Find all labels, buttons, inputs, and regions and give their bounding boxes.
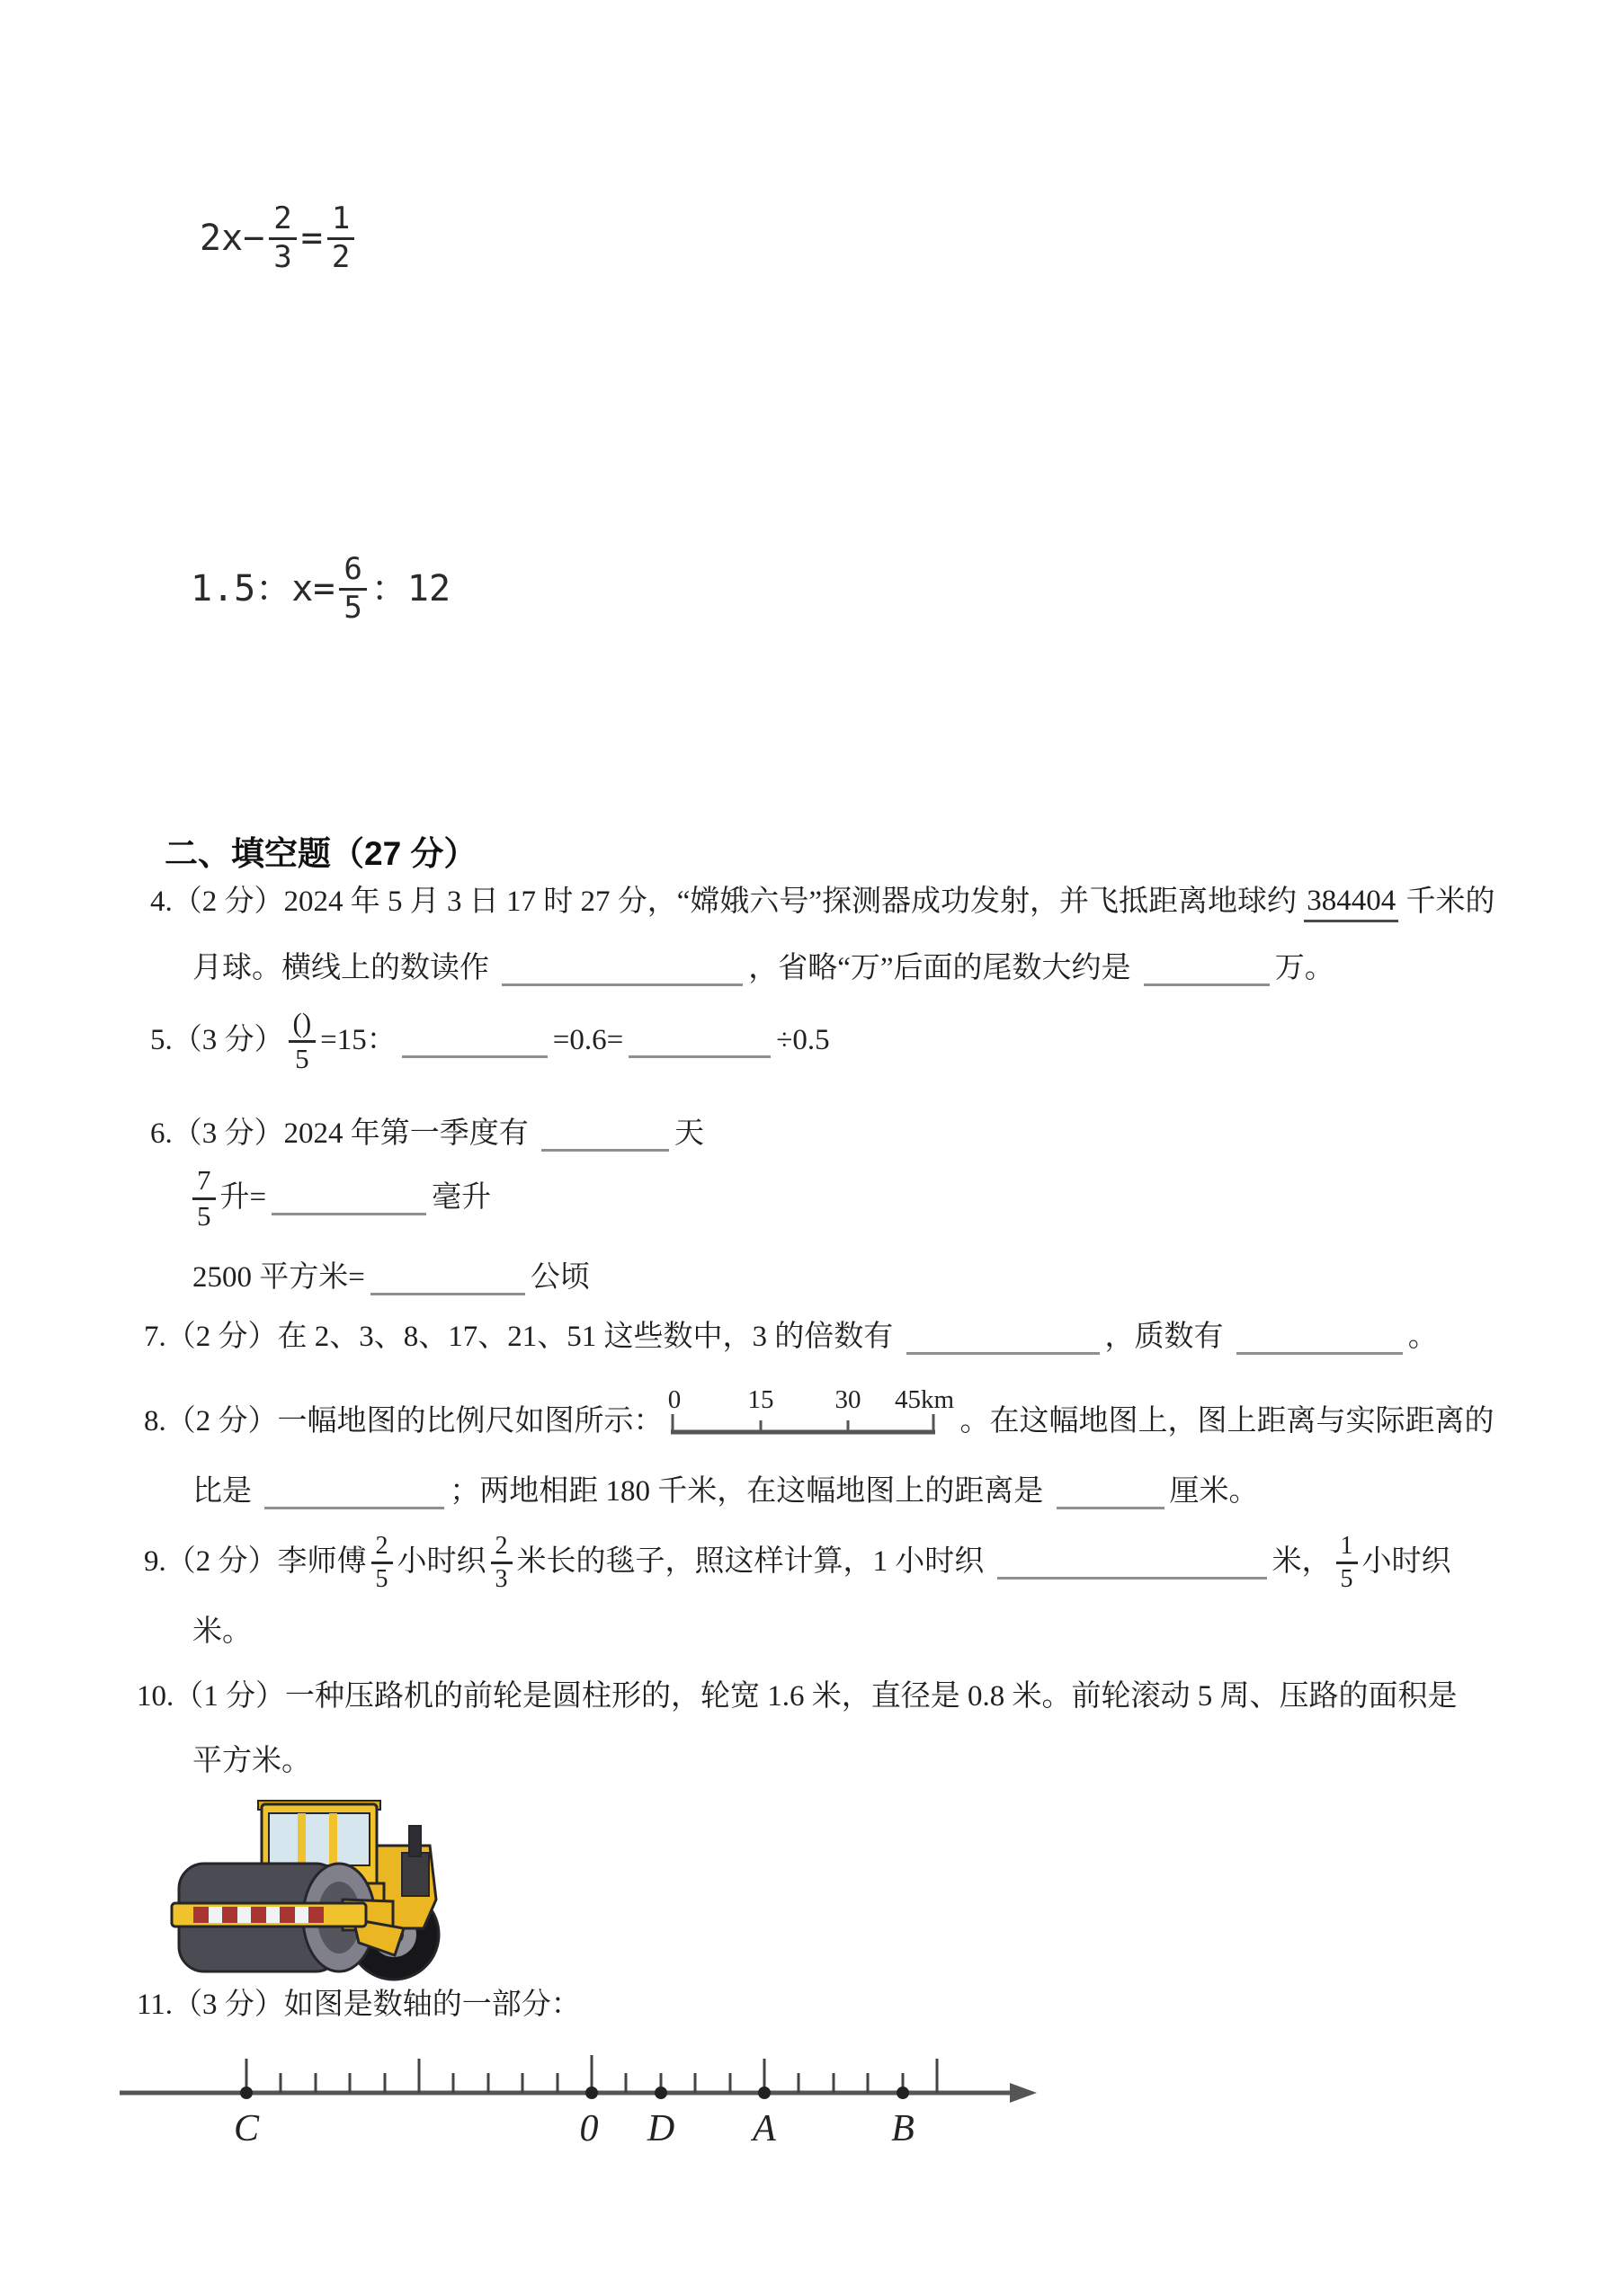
question-6-text: 2500 平方米=	[192, 1261, 365, 1295]
fraction-numerator: 1	[1336, 1533, 1358, 1563]
question-8-text: 厘米。	[1169, 1475, 1259, 1508]
fraction-numerator: 1	[327, 203, 354, 240]
question-9-text: 小时织	[1361, 1545, 1451, 1579]
fraction	[269, 200, 296, 275]
question-5-text: 5.（3 分）	[150, 1024, 284, 1057]
fraction	[1336, 1533, 1358, 1592]
fill-in-blank	[629, 1025, 771, 1058]
question-9-text: 米。	[192, 1615, 252, 1649]
question-8-text: 8.（2 分）一幅地图的比例尺如图所示：	[144, 1404, 664, 1437]
question-8-text: 比是	[192, 1475, 260, 1508]
section-title: 二、填空题（27 分）	[165, 834, 477, 872]
fill-in-blank	[272, 1182, 426, 1215]
question-9-line-1	[144, 1517, 1451, 1607]
road-roller-illustration	[166, 1793, 445, 1987]
point-A-dot	[758, 2087, 771, 2099]
red-stripe	[222, 1907, 237, 1923]
white-stripe	[266, 1907, 280, 1923]
red-stripe	[193, 1907, 209, 1923]
question-7-text: 。	[1407, 1321, 1438, 1354]
fill-in-blank	[264, 1476, 444, 1509]
equals-sign: =	[300, 218, 323, 259]
question-6-text: 毫升	[432, 1181, 492, 1215]
scale-label-0: 0	[667, 1385, 681, 1414]
point-0-dot	[585, 2087, 598, 2099]
point-B-label: B	[891, 2108, 915, 2149]
question-9-text: 米，	[1272, 1545, 1332, 1579]
equation-2-tail: ：12	[370, 568, 451, 610]
fraction	[491, 1533, 513, 1592]
scale-label-45km: 45km	[894, 1385, 954, 1414]
fraction	[339, 550, 366, 626]
point-C-label: C	[233, 2108, 260, 2149]
fraction-numerator: 2	[491, 1533, 513, 1563]
question-9-line-2	[192, 1609, 252, 1656]
question-4-text: 4.（2 分）2024 年 5 月 3 日 17 时 27 分，“嫦娥六号”探测器成功发射，并飞抵距离地球约	[150, 885, 1305, 919]
fill-in-blank	[402, 1025, 548, 1058]
question-5	[150, 996, 830, 1086]
question-5-text: =0.6=	[552, 1024, 624, 1057]
point-C-dot	[240, 2087, 253, 2099]
question-11	[137, 1982, 581, 2029]
question-5-text: =15：	[320, 1024, 397, 1057]
equation-solve-2	[191, 544, 451, 634]
question-6-text: 天	[674, 1117, 704, 1151]
fill-in-blank	[1236, 1322, 1403, 1355]
fraction-numerator: 6	[339, 554, 366, 591]
fill-in-blank	[502, 953, 743, 986]
equation-2-lead: 1.5：x=	[191, 568, 335, 610]
point-D-label: D	[647, 2108, 675, 2149]
question-9-text: 9.（2 分）李师傅	[144, 1545, 367, 1579]
question-11-text: 11.（3 分）如图是数轴的一部分：	[137, 1989, 581, 2022]
question-10-text: 平方米。	[192, 1745, 311, 1778]
question-10-line-1	[137, 1674, 1458, 1721]
question-10-line-2	[192, 1739, 311, 1785]
fraction-denominator: 5	[375, 1564, 388, 1593]
scale-label-15: 15	[747, 1385, 773, 1414]
fraction-denominator: 5	[1340, 1564, 1353, 1593]
point-A-label: A	[753, 2108, 776, 2149]
section-header	[165, 832, 477, 877]
fraction-denominator: 3	[495, 1564, 508, 1593]
red-stripe	[280, 1907, 295, 1923]
fraction	[327, 200, 354, 275]
question-9-text: 小时织	[397, 1545, 486, 1579]
red-stripe	[251, 1907, 266, 1923]
white-stripe	[209, 1907, 222, 1923]
question-9-text: 米长的毯子，照这样计算，1 小时织	[516, 1545, 992, 1579]
fraction-numerator: 2	[269, 203, 296, 240]
fill-in-blank	[906, 1322, 1100, 1355]
point-0-label: 0	[579, 2108, 599, 2149]
fill-in-blank	[1057, 1476, 1164, 1509]
underlined-number: 384404	[1304, 883, 1398, 922]
question-7	[144, 1314, 1438, 1361]
question-6-line-1	[150, 1111, 704, 1158]
point-B-dot	[897, 2087, 909, 2099]
question-7-text: 7.（2 分）在 2、3、8、17、21、51 这些数中，3 的倍数有	[144, 1321, 901, 1354]
question-8-line-1	[144, 1377, 1495, 1444]
point-D-dot	[655, 2087, 667, 2099]
window-mullion	[329, 1813, 337, 1865]
window-mullion	[298, 1813, 306, 1865]
question-10-text: 10.（1 分）一种压路机的前轮是圆柱形的，轮宽 1.6 米，直径是 0.8 米。前轮滚动 5 周、压路的面积是	[137, 1680, 1458, 1713]
engine-detail	[402, 1853, 429, 1896]
question-4-text: ，省略“万”后面的尾数大约是	[748, 952, 1138, 985]
axis-arrowhead	[1010, 2083, 1037, 2103]
question-8-text: ；两地相距 180 千米，在这幅地图上的距离是	[450, 1475, 1051, 1508]
question-7-text: ，质数有	[1104, 1321, 1231, 1354]
fill-in-blank	[997, 1546, 1267, 1580]
fraction	[371, 1533, 393, 1592]
fraction	[289, 1006, 317, 1074]
question-8-line-2	[192, 1469, 1259, 1516]
question-4-line-1	[150, 879, 1495, 926]
scale-label-30: 30	[834, 1385, 861, 1414]
white-stripe	[295, 1907, 308, 1923]
fraction-denominator: 5	[344, 589, 362, 626]
white-stripe	[237, 1907, 251, 1923]
fill-in-blank	[541, 1118, 669, 1152]
fraction-denominator: 2	[331, 238, 351, 275]
exhaust-stack	[409, 1826, 421, 1856]
question-8-text: 。在这幅地图上，图上距离与实际距离的	[959, 1404, 1495, 1437]
question-4-line-2	[192, 946, 1334, 992]
question-6-text: 升=	[219, 1181, 267, 1215]
number-line	[120, 2048, 1064, 2156]
cab-windows	[269, 1813, 370, 1865]
fraction-numerator: 2	[371, 1533, 393, 1563]
fill-in-blank	[1144, 953, 1270, 986]
red-stripe	[308, 1907, 324, 1923]
question-5-text: ÷0.5	[776, 1024, 830, 1057]
question-6-text: 公顷	[530, 1261, 590, 1295]
fill-in-blank	[370, 1262, 525, 1295]
question-6-line-3	[192, 1255, 590, 1302]
fraction-denominator: 3	[273, 238, 292, 275]
map-scale-bar	[664, 1384, 960, 1444]
equation-1-lead: 2x−	[200, 218, 265, 259]
fraction-numerator: ()	[289, 1009, 317, 1043]
fraction	[192, 1163, 216, 1232]
fraction-denominator: 5	[197, 1199, 211, 1232]
question-6-text: 6.（3 分）2024 年第一季度有	[150, 1117, 536, 1151]
question-6-line-2	[192, 1153, 491, 1243]
fraction-denominator: 5	[295, 1042, 309, 1074]
question-4-text: 万。	[1274, 952, 1334, 985]
question-4-text: 千米的	[1398, 885, 1495, 919]
question-4-text: 月球。横线上的数读作	[192, 952, 497, 985]
fraction-numerator: 7	[192, 1166, 216, 1200]
equation-solve-1	[200, 193, 359, 283]
